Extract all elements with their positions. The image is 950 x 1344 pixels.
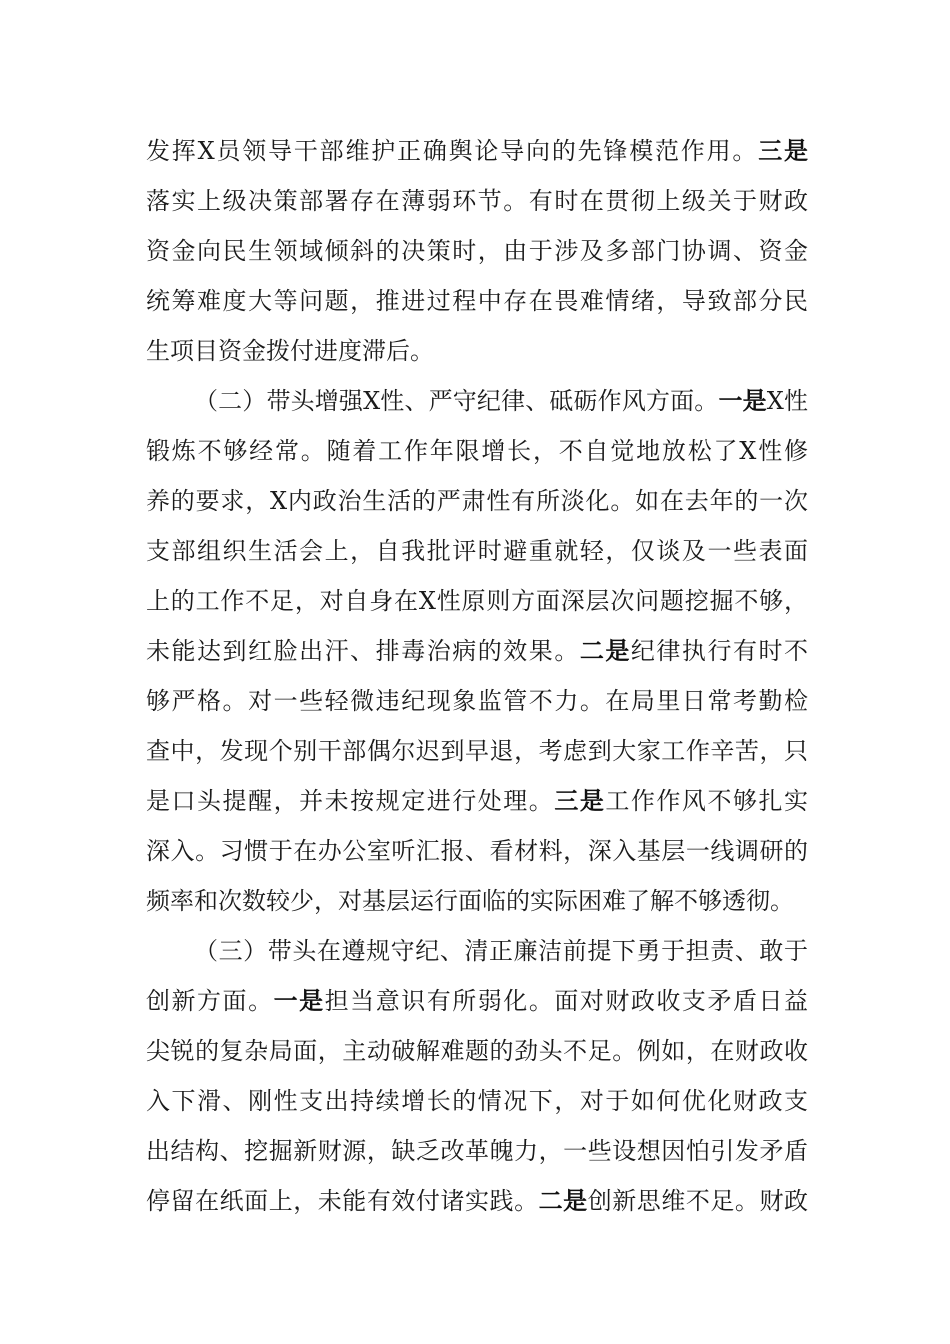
text-line: 出结构、挖掘新财源，缺乏改革魄力，一些设想因怕引发矛盾 [146, 1137, 808, 1165]
text-line: 未能达到红脸出汗、排毒治病的效果。二是纪律执行有时不 [146, 637, 809, 665]
text-line: 养的要求，X内政治生活的严肃性有所淡化。如在去年的一次 [146, 487, 808, 515]
emphasis-label: 二是 [579, 637, 631, 665]
text-line: 资金向民生领域倾斜的决策时，由于涉及多部门协调、资金 [146, 237, 808, 265]
text-line: 上的工作不足，对自身在X性原则方面深层次问题挖掘不够， [146, 587, 808, 615]
text-line: 深入。习惯于在办公室听汇报、看材料，深入基层一线调研的 [146, 837, 808, 865]
text-line: 入下滑、刚性支出持续增长的情况下，对于如何优化财政支 [146, 1087, 808, 1115]
text-line: 频率和次数较少，对基层运行面临的实际困难了解不够透彻。 [146, 887, 794, 915]
text-line: 创新方面。一是担当意识有所弱化。面对财政收支矛盾日益 [146, 987, 809, 1015]
section-heading-line: （三）带头在遵规守纪、清正廉洁前提下勇于担责、敢于 [194, 937, 808, 965]
text-line: 锻炼不够经常。随着工作年限增长，不自觉地放松了X性修 [146, 437, 808, 465]
text-line: 落实上级决策部署存在薄弱环节。有时在贯彻上级关于财政 [146, 187, 808, 215]
text-line: 统筹难度大等问题，推进过程中存在畏难情绪，导致部分民 [146, 287, 808, 315]
emphasis-label: 一是 [718, 387, 767, 415]
text-line: 生项目资金拨付进度滞后。 [146, 337, 434, 365]
emphasis-label: 三是 [758, 137, 808, 165]
emphasis-label: 三是 [554, 787, 606, 815]
text-line: 够严格。对一些轻微违纪现象监管不力。在局里日常考勤检 [146, 687, 808, 715]
text-line: 是口头提醒，并未按规定进行处理。三是工作作风不够扎实 [146, 787, 809, 815]
text-line: 发挥X员领导干部维护正确舆论导向的先锋模范作用。三是 [146, 137, 808, 165]
section-heading-line: （二）带头增强X性、严守纪律、砥砺作风方面。一是X性 [194, 387, 809, 415]
text-line: 查中，发现个别干部偶尔迟到早退，考虑到大家工作辛苦，只 [146, 737, 808, 765]
emphasis-label: 二是 [538, 1187, 588, 1215]
text-line: 停留在纸面上，未能有效付诸实践。二是创新思维不足。财政 [146, 1187, 809, 1215]
emphasis-label: 一是 [273, 987, 325, 1015]
text-line: 支部组织生活会上，自我批评时避重就轻，仅谈及一些表面 [146, 537, 808, 565]
text-line: 尖锐的复杂局面，主动破解难题的劲头不足。例如，在财政收 [146, 1037, 808, 1065]
